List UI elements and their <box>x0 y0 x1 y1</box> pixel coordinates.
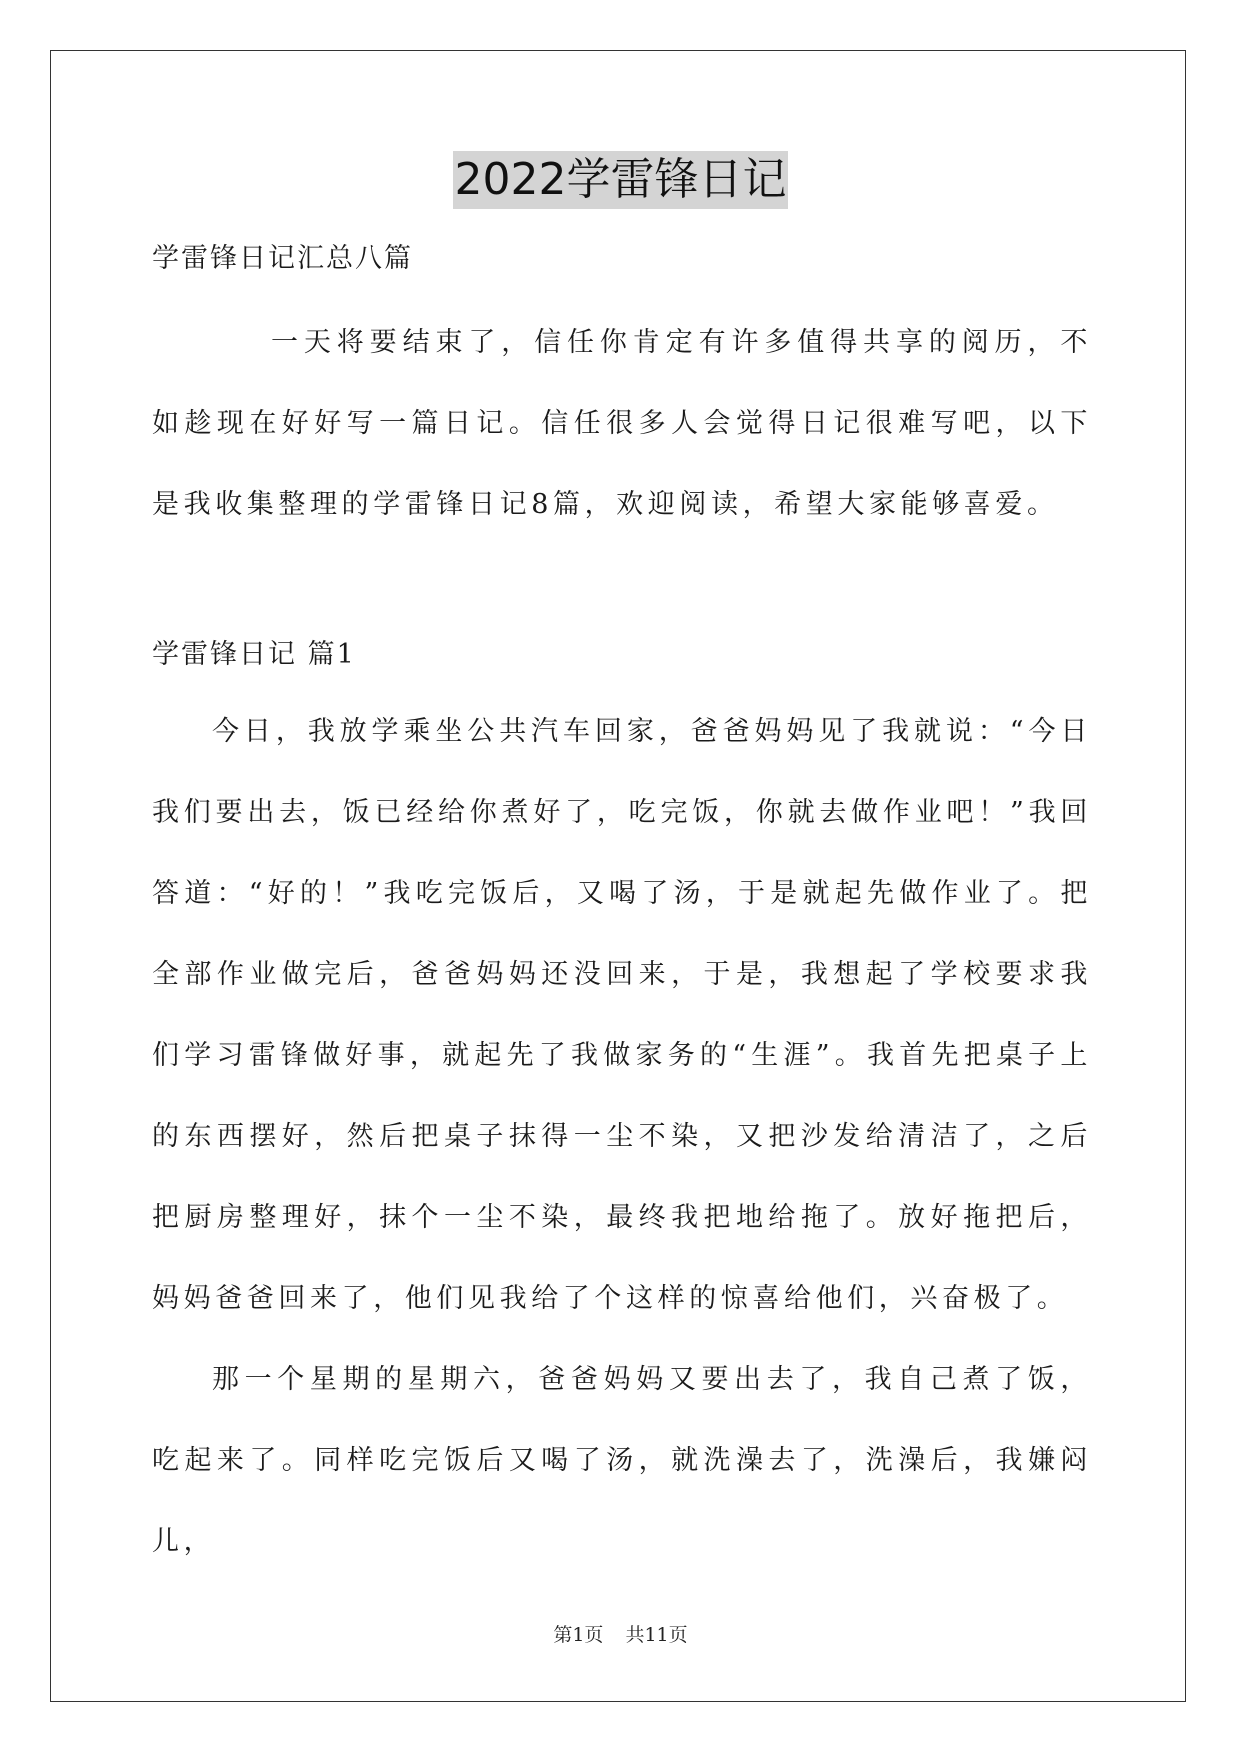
title-wrap <box>0 151 1241 209</box>
document-subtitle: 学雷锋日记汇总八篇 <box>152 243 413 274</box>
document-body <box>152 232 1092 1582</box>
document-title: 2022学雷锋日记 <box>453 151 789 209</box>
body-paragraph: 今日，我放学乘坐公共汽车回家，爸爸妈妈见了我就说：“今日我们要出去，饭已经给你煮好了，吃完饭，你就去做作业吧！”我回答道：“好的！”我吃完饭后，又喝了汤，于是就起先做作业了。把全部作业做完后，爸爸妈妈还没回来，于是，我想起了学校要求我们学习雷锋做好事，就起先了我做家务的“生涯”。我首先把桌子上的东西摆好，然后把桌子抹得一尘不染，又把沙发给清洁了，之后把厨房整理好，抹个一尘不染，最终我把地给拖了。放好拖把后，妈妈爸爸回来了，他们见我给了个这样的惊喜给他们，兴奋极了。 <box>152 716 1092 1314</box>
body-paragraph: 那一个星期的星期六，爸爸妈妈又要出去了，我自己煮了饭，吃起来了。同样吃完饭后又喝了汤，就洗澡去了，洗澡后，我嫌闷儿， <box>152 1364 1092 1557</box>
page-footer <box>0 1620 1241 1647</box>
page-number: 第1页 <box>553 1624 604 1646</box>
intro-paragraph: 一天将要结束了，信任你肯定有许多值得共享的阅历，不如趁现在好好写一篇日记。信任很多人会觉得日记很难写吧，以下是我收集整理的学雷锋日记8篇，欢迎阅读，希望大家能够喜爱。 <box>152 327 1092 520</box>
page-total: 共11页 <box>625 1624 688 1646</box>
section-heading: 学雷锋日记 篇1 <box>152 639 356 670</box>
